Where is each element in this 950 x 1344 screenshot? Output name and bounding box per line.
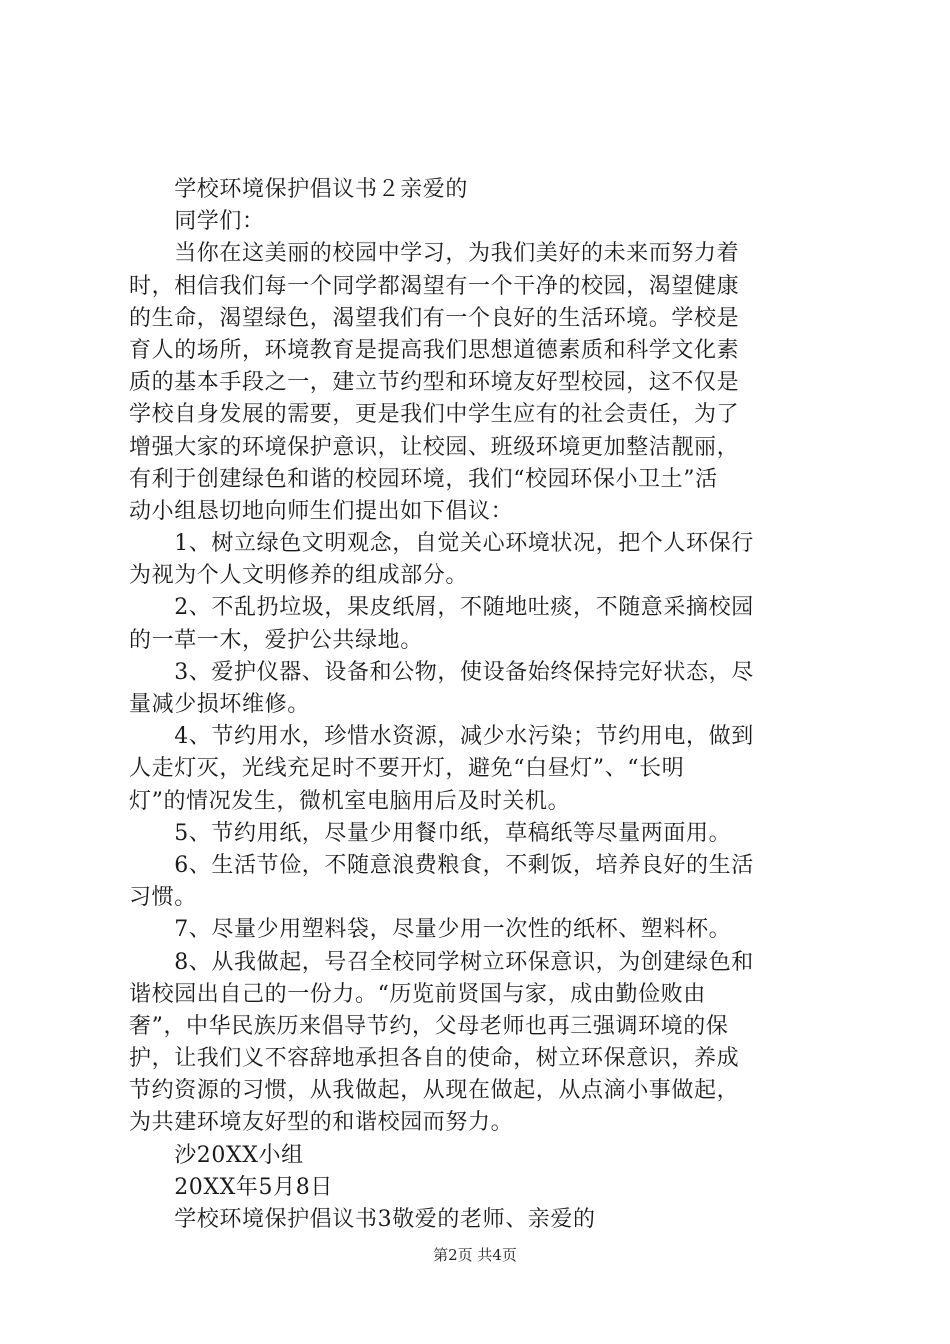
text-line: 动小组恳切地向师生们提出如下倡议： [129, 498, 514, 524]
text-line: 为视为个人文明修养的组成部分。 [129, 563, 469, 589]
text-line: 4、节约用水，珍惜水资源，减少水污染；节约用电，做到 [129, 724, 754, 750]
document-body [129, 174, 834, 1236]
text-line: 谐校园出自己的一份力。“历览前贤国与家，成由勤俭败由 [129, 981, 706, 1007]
text-line: 奢”，中华民族历来倡导节约，父母老师也再三强调环境的保 [129, 1013, 729, 1039]
text-line: 学校环境保护倡议书3敬爱的老师、亲爱的 [129, 1207, 596, 1232]
text-line: 8、从我做起，号召全校同学树立环保意识，为创建绿色和 [129, 949, 754, 975]
text-line: 育人的场所，环境教育是提高我们思想道德素质和科学文化素 [129, 337, 740, 363]
text-line: 1、树立绿色文明观念，自觉关心环境状况，把个人环保行 [129, 531, 754, 557]
text-line: 量减少损坏维修。 [129, 692, 310, 717]
text-line: 时，相信我们每一个同学都渴望有一个干净的校园，渴望健康 [129, 273, 740, 299]
page-number-footer: 第2页 共4页 [433, 1246, 517, 1264]
text-line: 习惯。 [129, 885, 197, 911]
text-line: 同学们： [129, 209, 265, 235]
text-line: 节约资源的习惯，从我做起，从现在做起，从点滴小事做起， [129, 1078, 740, 1104]
text-line: 20XX年5月8日 [129, 1174, 333, 1200]
text-line: 5、节约用纸，尽量少用餐巾纸，草稿纸等尽量两面用。 [129, 820, 732, 846]
text-line: 增强大家的环境保护意识，让校园、班级环境更加整洁靓丽， [129, 434, 740, 460]
text-line: 6、生活节俭，不随意浪费粮食，不剩饭，培养良好的生活 [129, 852, 754, 878]
text-line: 人走灯灭，光线充足时不要开灯，避免“白昼灯”、“长明 [129, 756, 685, 782]
text-line: 护，让我们义不容辞地承担各自的使命，树立环保意识，养成 [129, 1046, 740, 1072]
text-line: 3、爱护仪器、设备和公物，使设备始终保持完好状态，尽 [129, 659, 754, 685]
text-line: 学校环境保护倡议书２亲爱的 [129, 177, 469, 202]
text-line: 7、尽量少用塑料袋，尽量少用一次性的纸杯、塑料杯。 [129, 917, 732, 943]
text-line: 沙20XX小组 [129, 1142, 304, 1168]
text-line: 2、不乱扔垃圾，果皮纸屑，不随地吐痰，不随意采摘校园 [129, 595, 754, 621]
text-line: 有利于创建绿色和谐的校园环境，我们“校园环保小卫土”活 [129, 466, 718, 492]
text-line: 的一草一木，爱护公共绿地。 [129, 627, 423, 653]
text-line: 学校自身发展的需要，更是我们中学生应有的社会责任，为了 [129, 402, 740, 428]
text-line: 灯”的情况发生，微机室电脑用后及时关机。 [129, 788, 571, 814]
text-line: 为共建环境友好型的和谐校园而努力。 [129, 1110, 514, 1136]
text-line: 当你在这美丽的校园中学习，为我们美好的未来而努力着 [129, 241, 740, 267]
text-line: 的生命，渴望绿色，渴望我们有一个良好的生活环境。学校是 [129, 305, 740, 331]
text-line: 质的基本手段之一，建立节约型和环境友好型校园，这不仅是 [129, 370, 740, 396]
